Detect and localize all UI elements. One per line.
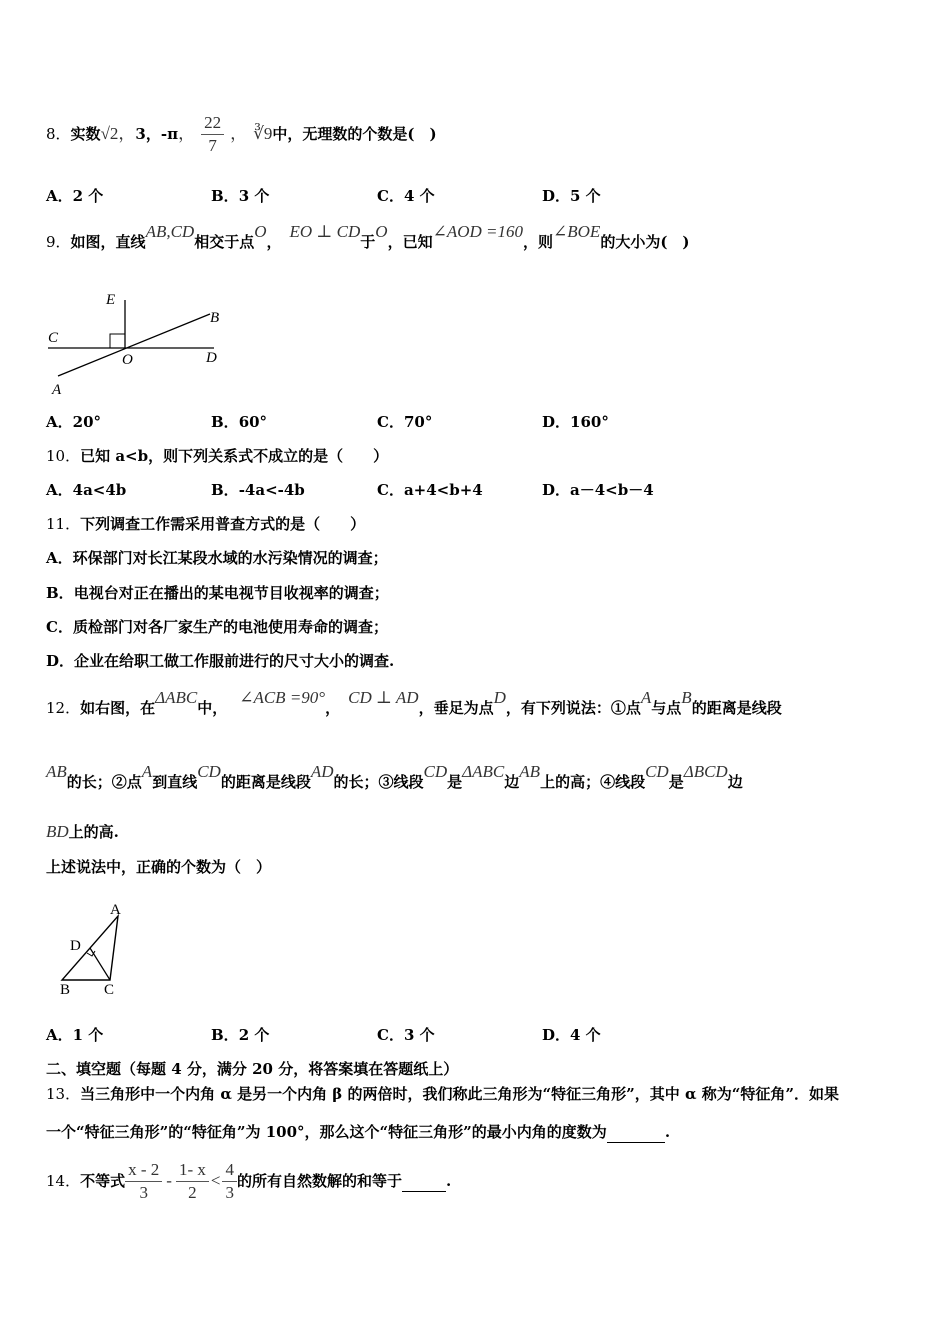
option-text: 环保部门对长江某段水域的水污染情况的调查； [72, 549, 388, 567]
q14-text: 的所有自然数解的和等于 [236, 1172, 402, 1190]
label-e: E [106, 292, 116, 308]
q12-math: CD ⊥ AD [348, 688, 419, 707]
q12-math: D [493, 688, 506, 707]
option-letter: D． [542, 481, 571, 499]
q12-option-a [46, 1025, 103, 1045]
option-text: a－4<b－4 [570, 481, 654, 499]
q9-option-d [542, 412, 609, 432]
q11-number: 11． [46, 515, 81, 533]
q11-text: 下列调查工作需采用普查方式的是（ ） [80, 515, 366, 533]
option-text: 4 个 [570, 1026, 601, 1044]
q12-math: B [681, 688, 692, 707]
option-letter: B． [211, 413, 239, 431]
option-text: 20° [72, 413, 102, 431]
q12-math: A [141, 762, 153, 781]
label-a: A [110, 902, 121, 918]
frac-num: x - 2 [125, 1159, 162, 1182]
q8-three-pi: 3，-π [135, 125, 179, 143]
option-letter: A． [46, 413, 73, 431]
q8-fraction [201, 112, 224, 157]
q12-math: AB [519, 762, 541, 781]
q12-text: 上的高；④线段 [540, 773, 646, 791]
option-letter: D． [542, 187, 571, 205]
q12-math: CD [645, 762, 669, 781]
q8-number: 8． [46, 125, 71, 143]
q8-option-b [211, 186, 269, 206]
q12-math: CD [423, 762, 448, 781]
q12-text: ，有下列说法：①点 [505, 699, 641, 717]
option-letter: A． [46, 481, 73, 499]
option-letter: A． [46, 187, 73, 205]
frac-den: 3 [139, 1182, 148, 1202]
q12-text: 的长；③线段 [333, 773, 424, 791]
q12-text: ， [325, 699, 341, 717]
option-text: 60° [238, 413, 268, 431]
q12-text: 是 [447, 773, 463, 791]
option-letter: A． [46, 1026, 73, 1044]
q9-math: EO ⊥ CD [289, 222, 361, 241]
q9-option-c [377, 412, 432, 432]
q9-math: O [254, 222, 267, 241]
option-letter: B． [211, 1026, 239, 1044]
option-letter: D． [542, 413, 571, 431]
option-letter: B． [46, 584, 74, 602]
q14-less-than: < [210, 1171, 221, 1190]
q12-figure [48, 898, 138, 998]
q8-sqrt2: √2 [100, 124, 119, 143]
option-text: 4a<4b [72, 481, 127, 499]
q9-text: 于 [360, 233, 376, 251]
option-letter: B． [211, 187, 239, 205]
option-letter: C． [377, 187, 404, 205]
q12-text: 的距离是线段 [220, 773, 311, 791]
q8-cbrt9: ∛9 [253, 124, 273, 143]
section-heading-text: 二、填空题（每题 4 分，满分 20 分，将答案填在答题纸上） [46, 1060, 459, 1078]
option-letter: D． [542, 1026, 571, 1044]
q13-text: 一个“特征三角形”的“特征角”为 100°，那么这个“特征三角形”的最小内角的度数为 [46, 1123, 607, 1141]
q8-line [46, 106, 437, 162]
q9-math: AB,CD [145, 222, 195, 241]
q11-option-d [46, 651, 394, 671]
option-text: a+4<b+4 [403, 481, 483, 499]
option-text: 3 个 [403, 1026, 435, 1044]
q12-math: A [640, 688, 652, 707]
q12-line-1 [46, 688, 782, 718]
q9-text: 相交于点 [194, 233, 255, 251]
q10-number: 10． [46, 447, 81, 465]
q12-math: ∠ACB =90° [239, 688, 326, 707]
q12-line-3 [46, 822, 119, 842]
q14-fraction-3 [222, 1159, 237, 1204]
option-letter: A． [46, 549, 73, 567]
q11-line [46, 514, 365, 534]
q8-option-d [542, 186, 601, 206]
q8-sep1: ， [118, 124, 136, 143]
q8-option-a [46, 186, 103, 206]
q8-text-pre: 实数 [70, 125, 101, 143]
label-b: B [210, 310, 220, 326]
option-letter: C． [46, 618, 73, 636]
q9-number: 9． [46, 233, 71, 251]
q13-end: . [664, 1123, 671, 1141]
q14-answer-blank[interactable] [402, 1171, 446, 1192]
q12-text: 与点 [651, 699, 682, 717]
option-letter: C． [377, 1026, 404, 1044]
q12-text: ，垂足为点 [418, 699, 494, 717]
q9-option-a [46, 412, 101, 432]
line-ab [58, 314, 210, 376]
q12-text: 边 [727, 773, 743, 791]
option-text: 质检部门对各厂家生产的电池使用寿命的调查； [72, 618, 388, 636]
option-letter: C． [377, 481, 404, 499]
q10-option-d [542, 480, 654, 500]
q12-math: BD [46, 822, 69, 841]
q12-math: AB [46, 762, 67, 781]
option-text: 电视台对正在播出的某电视节目收视率的调查； [73, 584, 389, 602]
q12-math: ΔABC [462, 762, 505, 781]
option-text: 企业在给职工做工作服前进行的尺寸大小的调查. [74, 652, 395, 670]
q9-figure [44, 286, 234, 398]
label-b: B [60, 982, 71, 998]
q13-line-2 [46, 1122, 670, 1143]
q14-fraction-2 [176, 1159, 209, 1204]
option-letter: B． [211, 481, 239, 499]
q8-frac-num: 22 [201, 112, 224, 135]
q10-line [46, 446, 388, 466]
right-angle-mark [110, 334, 125, 348]
q10-option-b [211, 480, 305, 500]
q14-text: 不等式 [80, 1172, 126, 1190]
q12-text: 边 [504, 773, 520, 791]
q14-line [46, 1156, 451, 1206]
q10-text: 已知 a<b，则下列关系式不成立的是（ ） [80, 447, 389, 465]
option-text: 1 个 [72, 1026, 104, 1044]
label-a: A [52, 382, 62, 398]
option-text: 3 个 [238, 187, 270, 205]
q12-math: ΔBCD [683, 762, 728, 781]
q9-text: 的大小为( ) [600, 233, 690, 251]
option-text: 5 个 [570, 187, 601, 205]
q9-text: 如图，直线 [70, 233, 146, 251]
q8-text-post: 中，无理数的个数是( ) [272, 125, 437, 143]
q12-number: 12． [46, 699, 81, 717]
right-angle-mark [87, 951, 95, 956]
label-o: O [122, 352, 133, 368]
segment-cd [90, 948, 110, 980]
q10-option-a [46, 480, 126, 500]
q12-text: 的距离是线段 [691, 699, 782, 717]
q12-math: CD [197, 762, 221, 781]
q14-minus: - [166, 1171, 172, 1190]
q8-sep2: ， [178, 124, 196, 143]
q12-math: AD [310, 762, 334, 781]
q12-option-d [542, 1025, 601, 1045]
q8-sep3: ， [230, 124, 248, 143]
q12-line-2 [46, 762, 743, 792]
option-text: 160° [570, 413, 609, 431]
label-c: C [104, 982, 115, 998]
q12-text: 中， [197, 699, 228, 717]
frac-num: 4 [222, 1159, 237, 1182]
q11-option-a [46, 548, 388, 568]
q9-text: ，则 [523, 233, 554, 251]
q9-option-b [211, 412, 267, 432]
q9-line [46, 222, 690, 252]
option-text: 2 个 [238, 1026, 270, 1044]
q9-text: ， [266, 233, 282, 251]
option-text: 4 个 [403, 187, 435, 205]
frac-num: 1- x [176, 1159, 209, 1182]
q13-number: 13． [46, 1085, 81, 1103]
section-heading [46, 1059, 458, 1079]
q9-math: O [375, 222, 388, 241]
q9-math: ∠BOE [553, 222, 601, 241]
q8-frac-den: 7 [208, 135, 217, 155]
q12-text: 的长；②点 [66, 773, 142, 791]
q14-end: . [445, 1172, 452, 1190]
q12-question-text: 上述说法中，正确的个数为（ ） [46, 858, 272, 876]
option-letter: C． [377, 413, 404, 431]
q11-option-c [46, 617, 388, 637]
label-d: D [70, 938, 81, 954]
frac-den: 3 [225, 1182, 234, 1202]
q12-line-4 [46, 857, 271, 877]
q11-option-b [46, 583, 389, 603]
q12-text: 是 [668, 773, 684, 791]
q12-text: 到直线 [152, 773, 198, 791]
option-letter: D． [46, 652, 75, 670]
option-text: 70° [403, 413, 433, 431]
q12-text: 上的高. [68, 823, 119, 841]
q13-answer-blank[interactable] [607, 1122, 665, 1143]
q12-math: ΔABC [155, 688, 198, 707]
q13-line-1 [46, 1084, 839, 1104]
q8-option-c [377, 186, 435, 206]
label-d: D [206, 350, 217, 366]
q13-text: 当三角形中一个内角 α 是另一个内角 β 的两倍时，我们称此三角形为“特征三角形”，其中 α 称为“特征角”．如果 [80, 1085, 839, 1103]
q9-text: ，已知 [387, 233, 433, 251]
q12-option-b [211, 1025, 269, 1045]
frac-den: 2 [188, 1182, 197, 1202]
q14-number: 14． [46, 1172, 81, 1190]
q10-option-c [377, 480, 483, 500]
label-c: C [48, 330, 59, 346]
q9-math: ∠AOD =160 [432, 222, 523, 241]
option-text: -4a<-4b [238, 481, 305, 499]
q14-fraction-1 [125, 1159, 162, 1204]
q12-text: 如右图，在 [80, 699, 156, 717]
q12-option-c [377, 1025, 435, 1045]
option-text: 2 个 [72, 187, 104, 205]
